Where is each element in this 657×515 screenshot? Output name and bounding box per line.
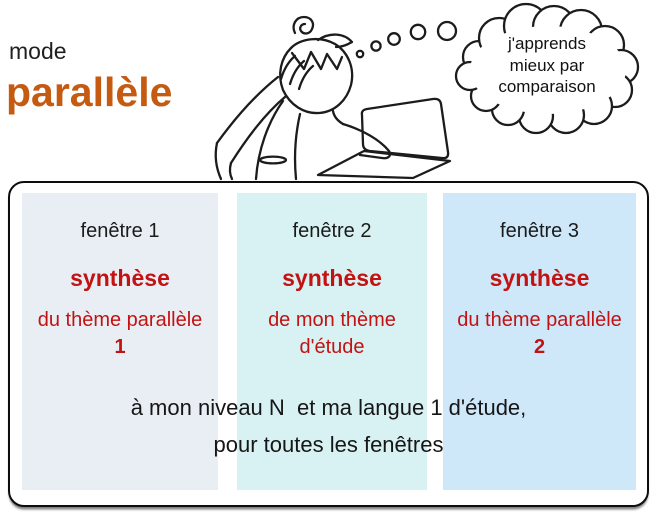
window-label: fenêtre 3: [500, 220, 579, 242]
thought-trail-icon: [357, 22, 456, 57]
window-body: de mon thème d'étude: [268, 308, 396, 358]
mode-label: mode: [9, 38, 67, 64]
content-box: [8, 181, 649, 507]
window-body: du thème parallèle: [457, 308, 622, 331]
window-heading: synthèse: [70, 265, 170, 291]
thought-cloud-text: [479, 33, 615, 98]
laptop-icon: [318, 99, 450, 178]
page-title: parallèle: [6, 69, 173, 115]
window-heading: synthèse: [282, 265, 382, 291]
thought-cloud-line: comparaison: [498, 77, 596, 96]
footer-note-line2: pour toutes les fenêtres: [213, 432, 444, 457]
window-label: fenêtre 2: [292, 220, 372, 242]
window-body: du thème parallèle: [37, 308, 203, 331]
person-icon: [256, 17, 352, 179]
window-label: fenêtre 1: [80, 220, 160, 242]
footer-note: [10, 389, 647, 463]
window-emphasis: 2: [533, 335, 546, 358]
window-heading: synthèse: [489, 265, 590, 291]
window-emphasis: 1: [114, 335, 126, 358]
footer-note-line1: à mon niveau N et ma langue 1 d'étude,: [130, 395, 527, 420]
thought-cloud-line: mieux par: [509, 55, 585, 75]
thought-cloud-line: j'apprends: [508, 34, 586, 53]
